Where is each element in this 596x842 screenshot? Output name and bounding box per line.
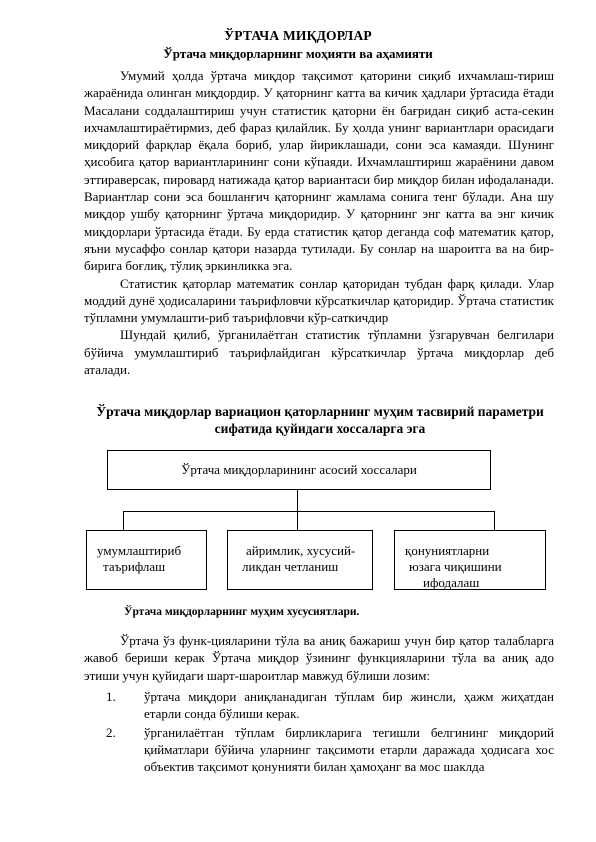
intro-paragraph-1: Умумий ҳолда ўртача миқдор тақсимот қаторини сиқиб ихчамлаш-тириш жараёнида олинган миқдордир. У қаторнинг катта ва кичик ҳадлари ўртасида ётади Масалани соддалаштириш учун статистик қаторни ён бағридан сиқиб аста-секин ихчамлаштираётирмиз, деб фараз қилайлик. Бу ҳолда унинг вариантлари орасидаги миқдорий фарқлар ёқала бориб, улар йириклашади, сони эса камаяди. Шунинг ҳисобига қатор вариантларининг сони кўпаяди. Ихчамлаштириш жараёнини давом эттираверсак, пировард натижада қатор вариантаси бир миқдор билан ифодаланади. Вариантлар сони эса бошланғич қаторнинг жамлама сонига тенг бўлади. Ана шу миқдор ушбу қаторнинг ўртача миқдоридир. У қаторнинг энг катта ва энг кичик миқдорлари ўртасида ётади. Бу ерда статистик қатор деганда соф математик қатор, яъни мусаффо сонлар қатори назарда тутилади. Бу сонлар на шароитга ва на бир-бирига боғлиқ, тўлиқ эркинликка эга.: [84, 68, 554, 274]
box3-line2: юзага чиқишини: [409, 559, 502, 574]
diagram-top-box: [107, 450, 491, 490]
page-subtitle: Ўртача миқдорларнинг моҳияти ва аҳамияти: [163, 46, 433, 61]
list-item: [106, 724, 554, 776]
intro-paragraph-2: Статистик қаторлар математик сонлар қаторидан тубдан фарқ қилади. Улар моддий дунё ҳодисаларини таърифловчи кўрсаткичлар қаторидир. Ўртача статистик тўпламни умумлашти-риб таърифловчи кўр-саткичдир: [84, 275, 554, 326]
diagram-caption: Ўртача миқдорларнинг муҳим хусусиятлари.: [124, 606, 360, 618]
second-paragraph-block: [84, 632, 554, 684]
diagram-box-generalization: [86, 530, 207, 590]
box3-line1: қонуниятларни: [405, 543, 490, 558]
second-paragraph: Ўртача ўз функ-цияларини тўла ва аниқ бажариш учун бир қатор талабларга жавоб бериши керак Ўртача миқдор ўзининг функцияларини тўла ва аниқ адо этиши учун қуйидаги шарт-шароитлар мавжуд бўлиши лозим:: [84, 633, 554, 683]
connector-left: [123, 511, 124, 530]
box1-line1: умумлаштириб: [97, 543, 182, 558]
connector-horizontal: [123, 511, 495, 512]
page-title: ЎРТАЧА МИҚДОРЛАР: [224, 28, 372, 43]
diagram-box-deviation: [227, 530, 373, 590]
requirements-list: [106, 688, 554, 776]
box1-line2: таърифлаш: [103, 559, 166, 574]
box2-line1: айримлик, хусусий-: [246, 543, 356, 558]
list-item: [106, 688, 554, 723]
intro-paragraph-3: Шундай қилиб, ўрганилаётган статистик тўпламни ўзгарувчан белгилари бўйича умумлаштириб таърифлайдиган кўрсаткичлар ўртача миқдорлар деб аталади.: [84, 327, 554, 378]
list-item-number: 2.: [106, 724, 116, 740]
section-heading: Ўртача миқдорлар вариацион қаторларнинг муҳим тасвирий параметри сифатида қуйидаги хоссаларга эга: [96, 404, 544, 436]
list-item-text: ўртача миқдори аниқланадиган тўплам бир жинсли, ҳажм жиҳатдан етарли сонда бўлиши керак.: [144, 689, 554, 722]
diagram-top-box-label: Ўртача миқдорларининг асосий хоссалари: [181, 462, 417, 477]
connector-right: [494, 511, 495, 530]
box3-line3: ифодалаш: [423, 575, 480, 590]
list-item-text: ўрганилаётган тўплам бирликларига тегишли белгининг миқдорий қийматлари бўйича уларнинг тақсимоти етарли даражада ҳодисага хос объектив тақсимот қонунияти билан ҳамоҳанг ва мос шаклда: [144, 724, 554, 775]
connector-middle: [297, 511, 298, 530]
box2-line2: ликдан четланиш: [242, 559, 339, 574]
connector-vertical-main: [297, 490, 298, 512]
diagram-box-regularity: [394, 530, 546, 590]
list-item-number: 1.: [106, 689, 116, 704]
